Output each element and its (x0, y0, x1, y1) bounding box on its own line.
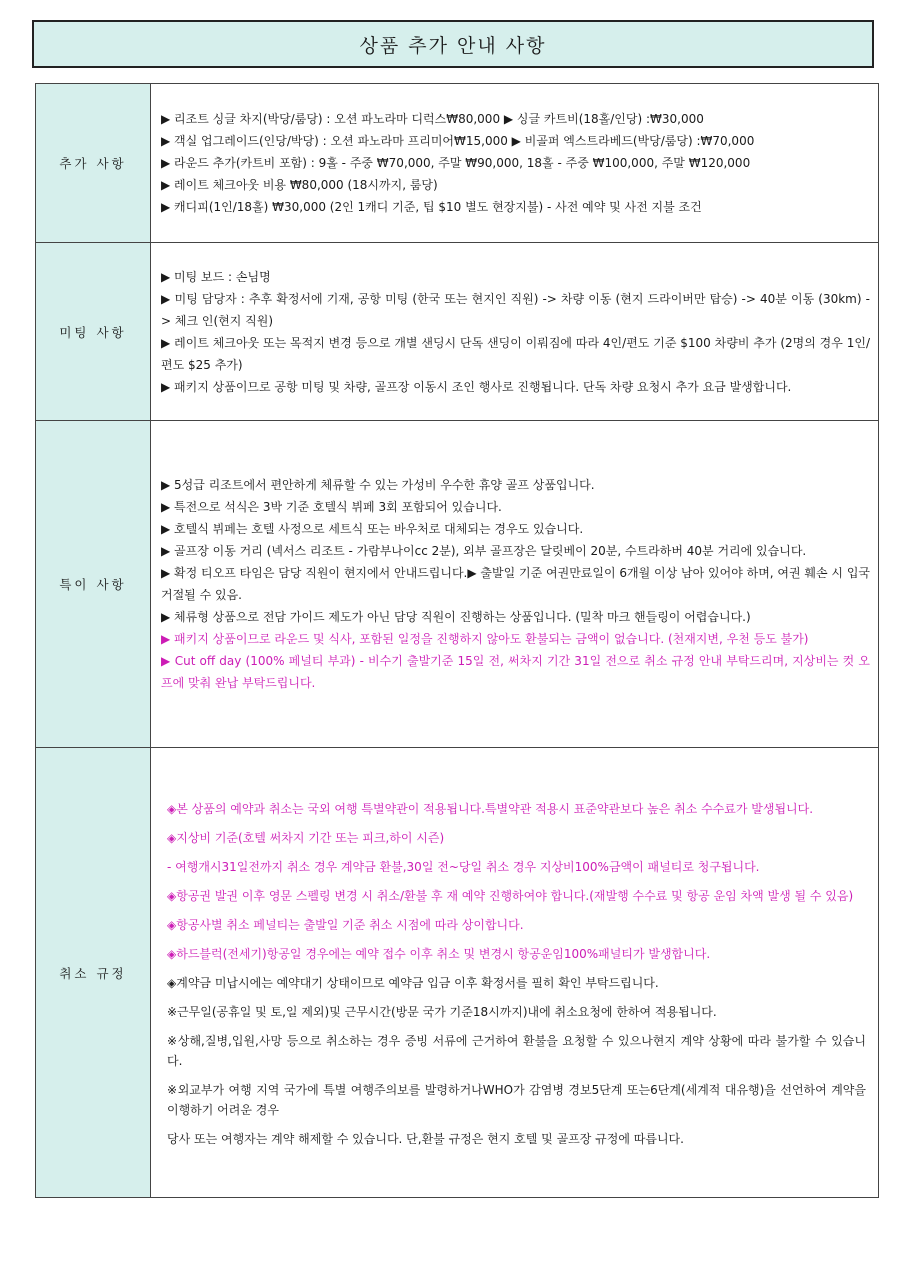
list-item: ▶ 라운드 추가(카트비 포함) : 9홀 - 주중 ₩70,000, 주말 ₩90,000, 18홀 - 주중 ₩100,000, 주말 ₩120,000 (161, 156, 751, 170)
list-item: ▶ 5성급 리조트에서 편안하게 체류할 수 있는 가성비 우수한 휴양 골프 상품입니다. (161, 478, 595, 492)
highlighted-item: ◈항공권 발권 이후 영문 스펠링 변경 시 취소/환불 후 재 예약 진행하여야 합니다.(재발행 수수료 및 항공 운임 차액 발생 될 수 있음) (167, 888, 854, 903)
list-item: ▶ 체류형 상품으로 전담 가이드 제도가 아닌 담당 직원이 진행하는 상품입니다. (밀착 마크 핸들링이 어렵습니다.) (161, 610, 751, 624)
section-label: 취소 규정 (36, 748, 151, 1198)
list-item: ▶ 리조트 싱글 차지(박당/룸당) : 오션 파노라마 디럭스₩80,000 ▶ 싱글 카트비(18홀/인당) :₩30,000 (161, 112, 704, 126)
list-item: ▶ 패키지 상품이므로 공항 미팅 및 차량, 골프장 이동시 조인 행사로 진행됩니다. 단독 차량 요청시 추가 요금 발생합니다. (161, 379, 792, 394)
highlighted-item: ◈지상비 기준(호텔 써차지 기간 또는 피크,하이 시즌) (167, 830, 445, 845)
list-item: ▶ 확정 티오프 타임은 담당 직원이 현지에서 안내드립니다.▶ 출발일 기준 여권만료일이 6개월 이상 남아 있어야 하며, 여권 훼손 시 입국 거절될 수 있음. (161, 566, 870, 602)
highlighted-item: ▶ Cut off day (100% 페널티 부과) - 비수기 출발기준 15일 전, 써차지 기간 31일 전으로 취소 규정 안내 부탁드리며, 지상비는 컷 오프에 맞춰 완납 부탁드립니다. (161, 654, 870, 690)
section-meeting (36, 243, 879, 421)
section-content (151, 421, 879, 748)
list-item: ◈계약금 미납시에는 예약대기 상태이므로 예약금 입금 이후 확정서를 필히 확인 부탁드립니다. (167, 975, 659, 990)
section-label: 미팅 사항 (36, 243, 151, 421)
section-extras (36, 84, 879, 243)
section-special (36, 421, 879, 748)
list-item: ▶ 골프장 이동 거리 (넥서스 리조트 - 가람부나이cc 2분), 외부 골프장은 달릿베이 20분, 수트라하버 40분 거리에 있습니다. (161, 544, 807, 558)
section-label: 추가 사항 (36, 84, 151, 243)
list-item: ▶ 레이트 체크아웃 비용 ₩80,000 (18시까지, 룸당) (161, 178, 438, 192)
list-item: ▶ 캐디피(1인/18홀) ₩30,000 (2인 1캐디 기준, 팁 $10 별도 현장지불) - 사전 예약 및 사전 지불 조건 (161, 200, 702, 214)
notice-table (35, 83, 879, 1198)
highlighted-item: ▶ 패키지 상품이므로 라운드 및 식사, 포함된 일정을 진행하지 않아도 환불되는 금액이 없습니다. (천재지변, 우천 등도 불가) (161, 632, 809, 646)
section-content (151, 243, 879, 421)
list-item: ▶ 미팅 보드 : 손님명 (161, 269, 271, 284)
highlighted-item: ◈항공사별 취소 페널티는 출발일 기준 취소 시점에 따라 상이합니다. (167, 917, 524, 932)
list-item: ▶ 객실 업그레이드(인당/박당) : 오션 파노라마 프리미어₩15,000 ▶ 비골퍼 엑스트라베드(박당/룸당) :₩70,000 (161, 134, 755, 148)
highlighted-item: ◈본 상품의 예약과 취소는 국외 여행 특별약관이 적용됩니다.특별약관 적용시 표준약관보다 높은 취소 수수료가 발생됩니다. (167, 801, 814, 816)
list-item: 당사 또는 여행자는 계약 해제할 수 있습니다. 단,환불 규정은 현지 호텔 및 골프장 규정에 따릅니다. (167, 1131, 684, 1146)
section-cancel (36, 748, 879, 1198)
list-item: ▶ 미팅 담당자 : 추후 확정서에 기재, 공항 미팅 (한국 또는 현지인 직원) -> 차량 이동 (현지 드라이버만 탑승) -> 40분 이동 (30km) -> 체크 인(현지 직원) (161, 291, 870, 328)
list-item: ※외교부가 여행 지역 국가에 특별 여행주의보를 발령하거나WHO가 감염병 경보5단계 또는6단계(세계적 대유행)을 선언하여 계약을 이행하기 어려운 경우 (167, 1082, 866, 1117)
highlighted-item: - 여행개시31일전까지 취소 경우 계약금 환불,30일 전~당일 취소 경우 지상비100%금액이 패널티로 청구됩니다. (167, 859, 760, 874)
page-title (32, 20, 874, 68)
list-item: ▶ 레이트 체크아웃 또는 목적지 변경 등으로 개별 샌딩시 단독 샌딩이 이뤄짐에 따라 4인/편도 기준 $100 차량비 추가 (2명의 경우 1인/편도 $25 추가) (161, 335, 870, 372)
list-item: ▶ 호텔식 뷔페는 호텔 사정으로 세트식 또는 바우처로 대체되는 경우도 있습니다. (161, 522, 584, 536)
section-content (151, 748, 879, 1198)
page-title-text: 상품 추가 안내 사항 (359, 34, 547, 57)
section-content (151, 84, 879, 243)
highlighted-item: ◈하드블럭(전세기)항공일 경우에는 예약 접수 이후 취소 및 변경시 항공운임100%패널티가 발생합니다. (167, 946, 711, 961)
list-item: ▶ 특전으로 석식은 3박 기준 호텔식 뷔페 3회 포함되어 있습니다. (161, 500, 502, 514)
section-label: 특이 사항 (36, 421, 151, 748)
list-item: ※상해,질병,입원,사망 등으로 취소하는 경우 증빙 서류에 근거하여 환불을 요청할 수 있으나현지 계약 상황에 따라 불가할 수 있습니다. (167, 1033, 866, 1068)
list-item: ※근무일(공휴일 및 토,일 제외)및 근무시간(방문 국가 기준18시까지)내에 취소요청에 한하여 적용됩니다. (167, 1004, 717, 1019)
